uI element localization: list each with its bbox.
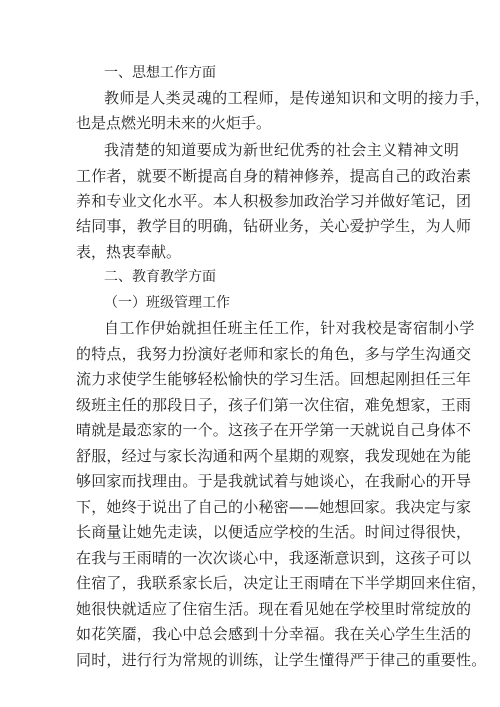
section-heading-teaching: 二、教育教学方面 <box>104 269 216 285</box>
paragraph-line: 长商量让她先走读，以便适应学校的生活。时间过得很快， <box>76 523 472 541</box>
paragraph-line: 同时，进行行为常规的训练，让学生懂得严于律己的重要性。 <box>76 651 487 669</box>
paragraph-line: 舒服，经过与家长沟通和两个星期的观察，我发现她在为能 <box>76 447 472 465</box>
paragraph-line: 流力求使学生能够轻松愉快的学习生活。回想起刚担任三年 <box>76 370 472 388</box>
paragraph-line: 在我与王雨晴的一次次谈心中，我逐渐意识到，这孩子可以 <box>76 549 472 567</box>
paragraph-line: 结同事，教学目的明确，钻研业务，关心爱护学生，为人师 <box>76 217 472 235</box>
paragraph-line: 够回家而找理由。于是我就试着与她谈心，在我耐心的开导 <box>76 472 472 490</box>
paragraph-line: 教师是人类灵魂的工程师，是传递知识和文明的接力手， <box>104 89 491 107</box>
paragraph-line: 工作者，就要不断提高自身的精神修养，提高自己的政治素 <box>76 167 472 185</box>
paragraph-line: 的特点，我努力扮演好老师和家长的角色，多与学生沟通交 <box>76 345 472 363</box>
paragraph-line: 住宿了，我联系家长后，决定让王雨晴在下半学期回来住宿， <box>76 574 487 592</box>
paragraph-line: 表，热衷奉献。 <box>76 243 182 261</box>
paragraph-line: 如花笑靥，我心中总会感到十分幸福。我在关心学生生活的 <box>76 625 472 643</box>
paragraph-line: 她很快就适应了住宿生活。现在看见她在学校里时常绽放的 <box>76 600 472 618</box>
paragraph-line: 也是点燃光明未来的火炬手。 <box>76 114 272 132</box>
paragraph-line: 下，她终于说出了自己的小秘密——她想回家。我决定与家 <box>76 498 472 516</box>
paragraph-line: 级班主任的那段日子，孩子们第一次住宿，难免想家，王雨 <box>76 396 472 414</box>
paragraph-line: 晴就是最恋家的一个。这孩子在开学第一天就说自己身体不 <box>76 421 472 439</box>
paragraph-line: 自工作伊始就担任班主任工作，针对我校是寄宿制小学 <box>104 319 475 337</box>
paragraph-line: 养和专业文化水平。本人积极参加政治学习并做好笔记，团 <box>76 192 472 210</box>
paragraph-line: 我清楚的知道要成为新世纪优秀的社会主义精神文明 <box>104 141 460 159</box>
subsection-heading-class-management: （一）班级管理工作 <box>104 295 230 311</box>
section-heading-ideology: 一、思想工作方面 <box>104 65 216 81</box>
